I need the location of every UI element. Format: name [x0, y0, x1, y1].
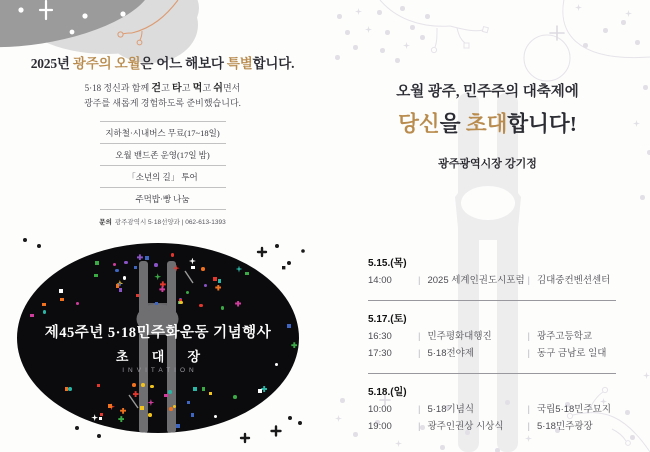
schedule-time: 14:00 [368, 275, 392, 286]
right-title: 당신을 초대합니다! [398, 112, 577, 136]
confetti-piece [95, 261, 99, 265]
confetti-piece [136, 294, 140, 298]
schedule-place: 김대중컨벤션센터 [536, 275, 611, 286]
confetti-piece [169, 407, 173, 411]
invitation-oval [17, 243, 299, 433]
offer-list [100, 121, 226, 210]
separator: | [527, 403, 530, 415]
separator: | [527, 330, 530, 342]
left-subtitle-line1: 5·18 정신과 함께 걷고 타고 먹고 쉬면서 [84, 83, 241, 94]
confetti-piece [202, 387, 206, 391]
confetti-piece [191, 413, 195, 417]
right-lead-line: 오월 광주, 민주주의 대축제에 [396, 84, 579, 100]
confetti-piece [213, 277, 217, 281]
dot-decoration [335, 55, 340, 60]
confetti-piece [59, 289, 63, 293]
confetti-piece [150, 385, 154, 389]
confetti-piece [235, 301, 241, 307]
confetti-piece [141, 383, 145, 387]
oval-title: 제45주년 5·18민주화운동 기념행사 [44, 325, 272, 341]
schedule-time: 10:00 [368, 403, 392, 415]
confetti-piece [154, 273, 161, 280]
dot-decoration [630, 435, 635, 440]
right-heading [325, 80, 650, 171]
separator: | [418, 275, 421, 286]
confetti-piece [233, 395, 237, 399]
confetti-piece [186, 291, 190, 295]
confetti-piece [193, 387, 197, 391]
confetti-piece [201, 267, 205, 271]
schedule-place: 동구 금남로 일대 [536, 348, 607, 359]
oval-invitation-label: INVITATION [122, 367, 198, 374]
confetti-piece [148, 413, 152, 417]
schedule-divider [368, 373, 616, 374]
confetti-piece [145, 256, 149, 260]
schedule-event: 2025 세계인권도시포럼 [427, 275, 525, 286]
offer-item: 「소년의 길」 투어 [100, 165, 226, 187]
confetti-piece [76, 302, 80, 306]
schedule-group [368, 383, 616, 436]
dot-decoration [400, 6, 405, 11]
confetti-piece [100, 413, 104, 417]
confetti-piece [68, 387, 72, 391]
schedule-event: 민주평화대행진 [427, 330, 492, 342]
confetti-piece [97, 384, 101, 388]
confetti-piece [199, 304, 203, 308]
confetti-piece [218, 279, 222, 283]
dot-decoration [625, 410, 630, 415]
confetti-piece [91, 414, 98, 421]
confetti-piece [120, 408, 126, 414]
confetti-piece [155, 302, 159, 306]
confetti-piece [191, 266, 195, 270]
schedule [368, 254, 616, 436]
confetti-piece [140, 406, 144, 410]
confetti-piece [258, 389, 262, 393]
left-subtitle [0, 81, 325, 111]
dot-decoration [353, 432, 358, 437]
confetti-piece [132, 383, 136, 387]
dot-decoration [420, 35, 425, 40]
schedule-time: 19:00 [368, 421, 392, 432]
offer-item: 주먹밥·빵 나눔 [100, 187, 226, 210]
confetti-piece [261, 386, 267, 392]
confetti-piece [176, 424, 180, 428]
confetti-piece [171, 253, 175, 257]
schedule-day: 5.18.(일) [368, 386, 407, 398]
offer-item: 오월 밴드존 운영(17일 밤) [100, 143, 226, 165]
confetti-piece [42, 303, 46, 307]
confetti-piece [116, 284, 120, 288]
confetti-piece [189, 258, 196, 265]
confetti-piece [147, 399, 154, 406]
left-intro [0, 52, 325, 226]
confetti-piece [108, 404, 112, 408]
separator: | [418, 348, 421, 359]
dot-decoration [640, 195, 645, 200]
dot-decoration [380, 48, 385, 53]
offer-item: 지하철·시내버스 무료(17~18일) [100, 121, 226, 143]
confetti-piece [236, 266, 243, 273]
schedule-place: 국립5·18민주묘지 [536, 403, 612, 415]
schedule-group [368, 310, 616, 363]
confetti-piece [215, 285, 221, 291]
separator: | [418, 421, 421, 432]
schedule-time: 16:30 [368, 330, 392, 342]
dot-decoration [345, 30, 350, 35]
dot-decoration [635, 40, 640, 45]
confetti-piece [179, 301, 183, 305]
confetti-piece [123, 276, 127, 280]
confetti-piece [154, 263, 158, 267]
confetti-piece [168, 390, 172, 394]
schedule-row [368, 401, 616, 419]
dot-decoration [395, 58, 400, 63]
confetti-piece [209, 392, 213, 396]
dot-decoration [377, 10, 382, 15]
confetti-piece [133, 391, 139, 397]
confetti-piece [137, 254, 143, 260]
mayor-signature: 광주광역시장 강기정 [438, 158, 537, 170]
schedule-event: 5·18전야제 [427, 348, 475, 359]
separator: | [527, 275, 530, 286]
dot-decoration [621, 20, 626, 25]
confetti-piece [30, 314, 34, 318]
confetti-piece [221, 306, 225, 310]
confetti-piece [99, 417, 103, 421]
dot-decoration [440, 445, 445, 450]
confetti-piece [187, 401, 191, 405]
confetti-piece [124, 261, 128, 265]
confetti-piece [159, 286, 165, 292]
schedule-row [368, 345, 616, 363]
confetti-piece [173, 405, 177, 409]
separator: | [527, 348, 530, 359]
confetti-piece [245, 272, 249, 276]
oval-subtitle: 초 대 장 [115, 349, 211, 364]
dot-decoration [340, 398, 345, 403]
dot-decoration [425, 14, 430, 19]
confetti-piece [214, 415, 218, 419]
schedule-day: 5.17.(토) [368, 313, 407, 325]
dot-decoration [353, 45, 358, 50]
confetti-piece [173, 265, 180, 272]
schedule-place: 광주고등학교 [536, 330, 592, 342]
schedule-time: 17:30 [368, 348, 392, 359]
schedule-event: 광주인권상 시상식 [427, 421, 504, 432]
contact-line [0, 217, 325, 226]
schedule-event: 5·18기념식 [427, 403, 475, 415]
separator: | [527, 421, 530, 432]
confetti-piece [119, 288, 123, 292]
dot-decoration [603, 28, 608, 33]
schedule-group [368, 254, 616, 290]
schedule-row [368, 418, 616, 436]
confetti-piece [134, 266, 138, 270]
schedule-row [368, 328, 616, 346]
contact-label: 문의 [99, 219, 112, 226]
confetti-piece [43, 310, 47, 314]
confetti-piece [113, 263, 117, 267]
schedule-divider [368, 300, 616, 301]
dot-decoration [410, 25, 415, 30]
schedule-day: 5.15.(목) [368, 258, 407, 269]
schedule-row [368, 272, 616, 290]
confetti-piece [204, 284, 208, 288]
dot-decoration [385, 30, 390, 35]
left-subtitle-line2: 광주를 새롭게 경험하도록 준비했습니다. [84, 98, 241, 108]
right-page [325, 0, 650, 452]
separator: | [418, 403, 421, 415]
dot-decoration [583, 43, 588, 48]
schedule-place: 5·18민주광장 [536, 421, 593, 432]
confetti-piece [94, 274, 98, 278]
confetti-piece [118, 416, 124, 422]
separator: | [418, 330, 421, 342]
dot-decoration [337, 14, 342, 19]
confetti-piece [115, 269, 119, 273]
contact-text: 광주광역시 5·18선양과 | 062-613-1393 [114, 219, 226, 226]
left-title: 2025년 광주의 오월은 어느 해보다 특별합니다. [30, 56, 295, 71]
dot-decoration [495, 448, 500, 452]
confetti-piece [164, 394, 168, 398]
confetti-piece [60, 298, 64, 302]
